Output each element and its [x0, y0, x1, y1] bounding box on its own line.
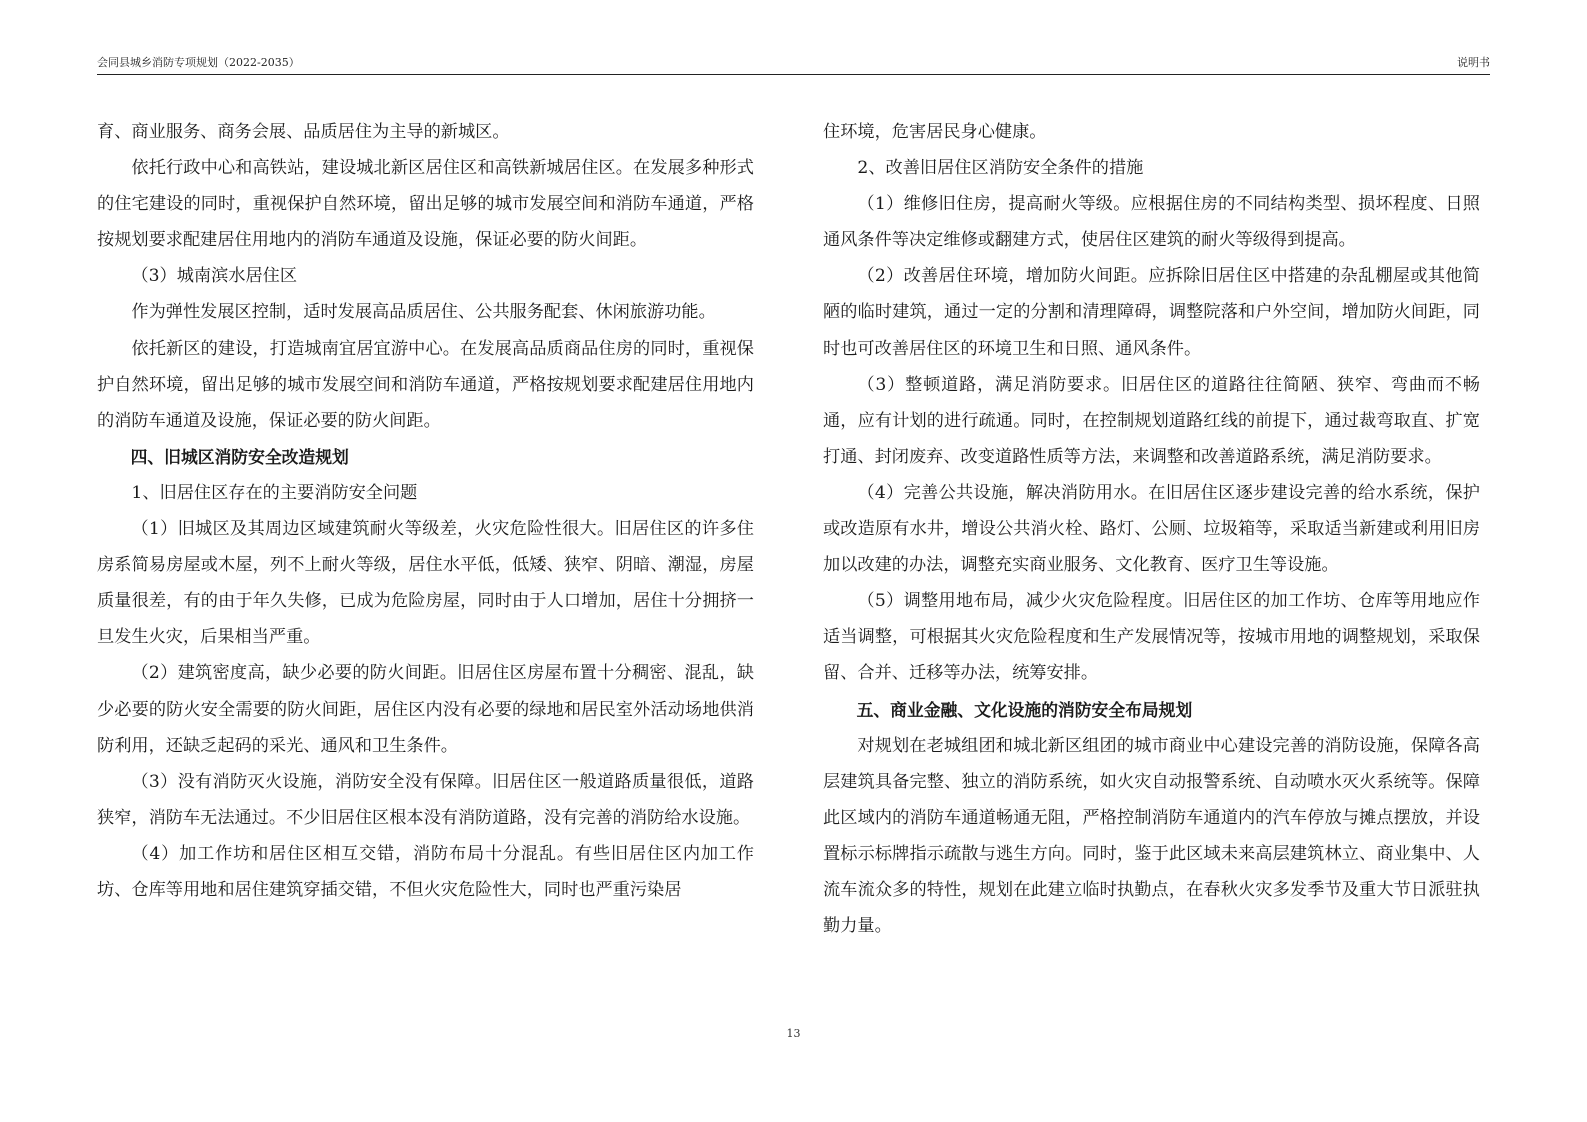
paragraph: （4）完善公共设施，解决消防用水。在旧居住区逐步建设完善的给水系统，保护或改造原有水井，增设公共消火栓、路灯、公厕、垃圾箱等，采取适当新建或利用旧房加以改建的办法，调整充实商业服务、文化教育、医疗卫生等设施。 — [823, 482, 1480, 576]
subsection-title: 2、改善旧居住区消防安全条件的措施 — [857, 158, 1144, 179]
paragraph: （2）改善居住环境，增加防火间距。应拆除旧居住区中搭建的杂乱棚屋或其他简陋的临时建筑，通过一定的分割和清理障碍，调整院落和户外空间，增加防火间距，同时也可改善居住区的环境卫生和日照、通风条件。 — [823, 266, 1480, 359]
paragraph: 依托新区的建设，打造城南宜居宜游中心。在发展高品质商品住房的同时，重视保护自然环境，留出足够的城市发展空间和消防车通道，严格按规划要求配建居住用地内的消防车通道及设施，保证必要的防火间距。 — [97, 338, 754, 431]
right-text-column — [823, 114, 1480, 944]
paragraph: （5）调整用地布局，减少火灾危险程度。旧居住区的加工作坊、仓库等用地应作适当调整，可根据其火灾危险程度和生产发展情况等，按城市用地的调整规划，采取保留、合并、迁移等办法，统筹安排。 — [823, 591, 1480, 684]
paragraph: （3）整顿道路，满足消防要求。旧居住区的道路往往简陋、狭窄、弯曲而不畅通，应有计划的进行疏通。同时，在控制规划道路红线的前提下，通过裁弯取直、扩宽打通、封闭废弃、改变道路性质等方法，来调整和改善道路系统，满足消防要求。 — [823, 374, 1480, 467]
paragraph: 对规划在老城组团和城北新区组团的城市商业中心建设完善的消防设施，保障各高层建筑具备完整、独立的消防系统，如火灾自动报警系统、自动喷水灭火系统等。保障此区域内的消防车通道畅通无阻，严格控制消防车通道内的汽车停放与摊点摆放，并设置标示标牌指示疏散与逃生方向。同时，鉴于此区域未来高层建筑林立、商业集中、人流车流众多的特性，规划在此建立临时执勤点，在春秋火灾多发季节及重大节日派驻执勤力量。 — [823, 735, 1480, 937]
document-title: 会同县城乡消防专项规划（2022-2035） — [97, 56, 300, 69]
page-number: 13 — [786, 1027, 801, 1040]
paragraph: （2）建筑密度高，缺少必要的防火间距。旧居住区房屋布置十分稠密、混乱，缺少必要的防火安全需要的防火间距，居住区内没有必要的绿地和居民室外活动场地供消防利用，还缺乏起码的采光、通风和卫生条件。 — [97, 663, 754, 756]
paragraph: （3）没有消防灭火设施，消防安全没有保障。旧居住区一般道路质量很低，道路狭窄，消防车无法通过。不少旧居住区根本没有消防道路，没有完善的消防给水设施。 — [97, 771, 754, 828]
section-heading: 五、商业金融、文化设施的消防安全布局规划 — [856, 699, 1193, 720]
page-header — [97, 52, 1490, 75]
paragraph: （1）维修旧住房，提高耐火等级。应根据住房的不同结构类型、损坏程度、日照通风条件等决定维修或翻建方式，使居住区建筑的耐火等级得到提高。 — [823, 194, 1480, 251]
paragraph: 作为弹性发展区控制，适时发展高品质居住、公共服务配套、休闲旅游功能。 — [131, 302, 716, 323]
subsection-title: （3）城南滨水居住区 — [131, 266, 298, 287]
paragraph: 依托行政中心和高铁站，建设城北新区居住区和高铁新城居住区。在发展多种形式的住宅建设的同时，重视保护自然环境，留出足够的城市发展空间和消防车通道，严格按规划要求配建居住用地内的消防车通道及设施，保证必要的防火间距。 — [97, 158, 754, 251]
paragraph: （4）加工作坊和居住区相互交错，消防布局十分混乱。有些旧居住区内加工作坊、仓库等用地和居住建筑穿插交错，不但火灾危险性大，同时也严重污染居 — [97, 843, 754, 900]
left-text-column — [97, 114, 754, 908]
subsection-title: 1、旧居住区存在的主要消防安全问题 — [131, 482, 418, 503]
paragraph: （1）旧城区及其周边区域建筑耐火等级差，火灾危险性很大。旧居住区的许多住房系简易房屋或木屋，列不上耐火等级，居住水平低，低矮、狭窄、阴暗、潮湿，房屋质量很差，有的由于年久失修，已成为危险房屋，同时由于人口增加，居住十分拥挤一旦发生火灾，后果相当严重。 — [97, 519, 754, 648]
document-type-label: 说明书 — [1457, 56, 1490, 69]
section-heading: 四、旧城区消防安全改造规划 — [130, 446, 349, 467]
paragraph-continuation: 育、商业服务、商务会展、品质居住为主导的新城区。 — [97, 122, 510, 142]
paragraph-continuation: 住环境，危害居民身心健康。 — [823, 122, 1047, 142]
